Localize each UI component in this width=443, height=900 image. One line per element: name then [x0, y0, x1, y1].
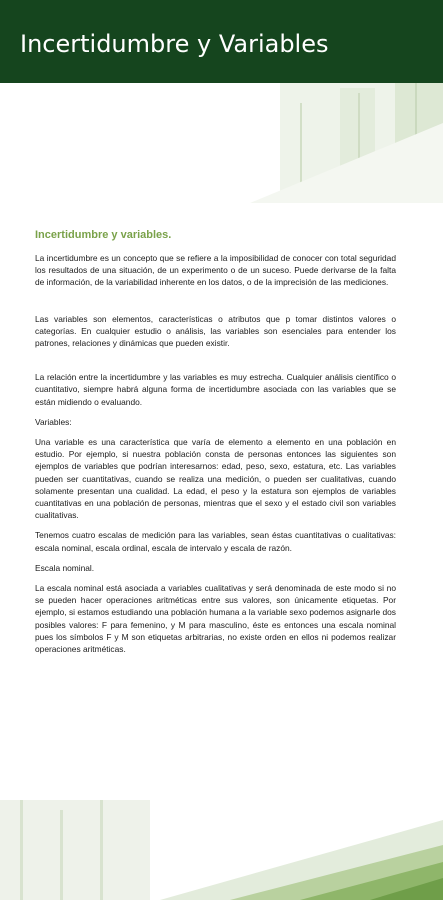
subheading-escala-nominal: Escala nominal. [35, 562, 95, 573]
article-heading: Incertidumbre y variables. [35, 229, 172, 241]
top-decorative-background [0, 83, 443, 203]
page-title: Incertidumbre y Variables [20, 30, 329, 58]
subheading-variables: Variables: [35, 416, 72, 427]
paragraph-incertidumbre: La incertidumbre es un concepto que se refiere a la imposibilidad de conocer con total seguridad los resultados de una situación, de un experimento o de un suceso. Puede derivarse de la falta de información, de la variabilidad inherente en los datos, o de la imprecisión de las mediciones. [35, 253, 396, 288]
paragraph-escalas: Tenemos cuatro escalas de medición para las variables, sean éstas cuantitativas o cualitativas: escala nominal, escala ordinal, escala de intervalo y escala de razón. [35, 530, 396, 553]
paragraph-variables-intro: Las variables son elementos, características o atributos que p tomar distintos valores o categorías. En cualquier estudio o análisis, las variables son esenciales para entender los patrones, relaciones y dinámicas que pueden existir. [35, 313, 396, 349]
bottom-decorative-background [0, 800, 443, 900]
paragraph-escala-nominal: La escala nominal está asociada a variables cualitativas y será denominada de este modo si no se pueden hacer operaciones aritméticas entre sus valores, son únicamente etiquetas. Por ejemplo, si estamos estudiando una población humana a la variable sexo podemos asignarle dos posibles valores: F para femenino, y M para masculino, éste es entonces una escala nominal pues los símbolos F y M son etiquetas arbitrarias, no existe orden en ellos ni podemos realizar operaciones aritméticas. [35, 583, 396, 655]
article-body [35, 228, 396, 663]
app-header [0, 0, 443, 83]
paragraph-relacion: La relación entre la incertidumbre y las variables es muy estrecha. Cualquier análisis científico o cuantitativo, siempre habrá alguna forma de incertidumbre asociada con las variables que se están midiendo o evaluando. [35, 372, 396, 407]
paragraph-definicion-variable: Una variable es una característica que varía de elemento a elemento en una población en estudio. Por ejemplo, si nuestra población consta de personas entonces las siguientes son ejemplos de variables que podrían interesarnos: edad, peso, sexo, estatura, etc. Las variables pueden ser cuantitativas, cuando se realiza una medición, o pueden ser cualitativas, cuando solamente presentan una cualidad. La edad, el peso y la estatura son ejemplos de variables cuantitativas en una población de personas, mientras que el sexo y el estado civil son variables cualitativas. [35, 437, 396, 521]
